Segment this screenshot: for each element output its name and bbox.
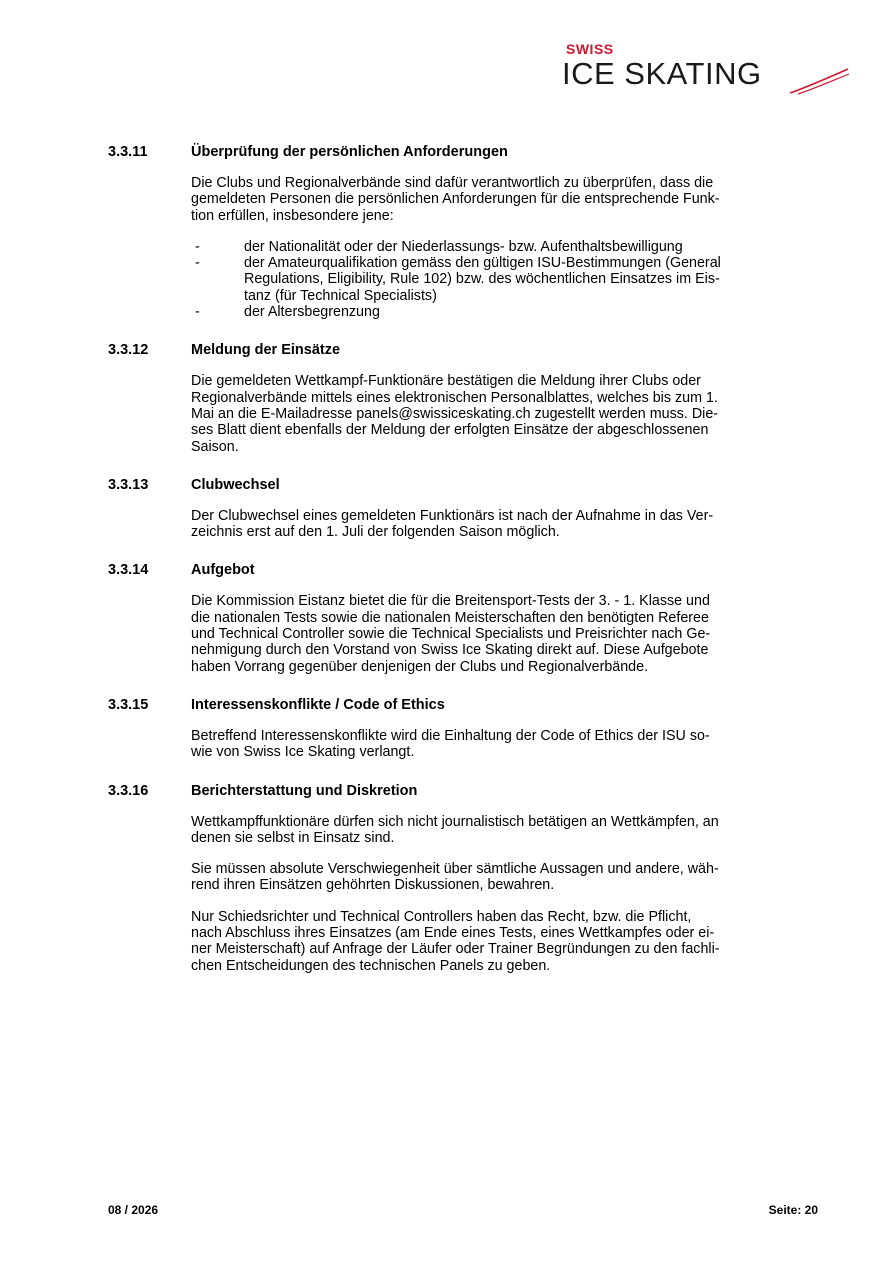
section-paragraph-line: Betreffend Interessenskonflikte wird die Einhaltung der Code of Ethics der ISU so-: [191, 727, 710, 744]
section: [108, 341, 808, 454]
section-paragraph-line: nach Abschluss ihres Einsatzes (am Ende eines Tests, eines Wettkampfes oder ei-: [191, 925, 715, 942]
list-dash: -: [195, 238, 200, 255]
logo-swiss-text: SWISS: [566, 41, 614, 57]
section: [108, 476, 808, 541]
list-item-text-line: Regulations, Eligibility, Rule 102) bzw. des wöchentlichen Einsatzes im Eis-: [244, 271, 720, 288]
section-paragraph-line: Der Clubwechsel eines gemeldeten Funktionärs ist nach der Aufnahme in das Ver-: [191, 507, 714, 524]
section-paragraph-line: Regionalverbände mittels eines elektronischen Personalblattes, welches bis zum 1.: [191, 389, 718, 406]
section: [108, 696, 808, 761]
list-item: [191, 304, 796, 320]
section-body: [191, 728, 796, 761]
section-paragraph-line: gemeldeten Personen die persönlichen Anforderungen für die entsprechende Funk-: [191, 191, 720, 208]
list-item-text: [244, 304, 796, 320]
list-item-text-line: der Amateurqualifikation gemäss den gültigen ISU-Bestimmungen (General: [244, 255, 721, 272]
section-paragraph-line: Nur Schiedsrichter und Technical Controllers haben das Recht, bzw. die Pflicht,: [191, 908, 692, 925]
section-paragraph: [191, 373, 796, 454]
section-paragraph-line: Mai an die E-Mailadresse panels@swissiceskating.ch zugestellt werden muss. Die-: [191, 405, 719, 422]
section-title: Berichterstattung und Diskretion: [191, 782, 418, 799]
section-paragraph-line: tion erfüllen, insbesondere jene:: [191, 207, 394, 224]
section-paragraph-line: chen Entscheidungen des technischen Panels zu geben.: [191, 957, 551, 974]
section-heading: [108, 143, 808, 161]
section-heading: [108, 341, 808, 359]
section-paragraph-line: und Technical Controller sowie die Technical Specialists und Preisrichter nach Ge-: [191, 626, 711, 643]
section-heading: [108, 561, 808, 579]
section: [108, 143, 808, 320]
section-title: Clubwechsel: [191, 476, 280, 493]
requirements-list: [191, 239, 796, 320]
section-paragraph-line: ses Blatt dient ebenfalls der Meldung der erfolgten Einsätze der abgeschlossenen: [191, 422, 709, 439]
section-number: 3.3.14: [108, 562, 149, 579]
section-body: [191, 814, 796, 974]
section-heading: [108, 476, 808, 494]
list-item: [191, 239, 796, 255]
list-item-text: [244, 239, 796, 255]
section-paragraph-line: Saison.: [191, 438, 239, 455]
document-body: [108, 143, 808, 995]
section-paragraph-line: rend ihren Einsätzen gehöhrten Diskussionen, bewahren.: [191, 877, 555, 894]
section-body: [191, 373, 796, 454]
footer-date: 08 / 2026: [108, 1203, 159, 1217]
section-title: Meldung der Einsätze: [191, 342, 341, 359]
section-paragraph-line: denen sie selbst in Einsatz sind.: [191, 829, 395, 846]
section-number: 3.3.16: [108, 782, 149, 799]
section: [108, 561, 808, 674]
list-item-text-line: tanz (für Technical Specialists): [244, 287, 437, 304]
list-item-text-line: der Nationalität oder der Niederlassungs- bzw. Aufenthaltsbewilligung: [244, 238, 683, 255]
section-paragraph: [191, 175, 796, 224]
section-number: 3.3.12: [108, 342, 149, 359]
section-paragraph-line: Die Kommission Eistanz bietet die für die Breitensport-Tests der 3. - 1. Klasse und: [191, 593, 710, 610]
logo-ice-skating-text: ICE SKATING: [562, 56, 762, 91]
skate-swoosh-icon: [788, 66, 850, 96]
section-paragraph-line: Die gemeldeten Wettkampf-Funktionäre bestätigen die Meldung ihrer Clubs oder: [191, 373, 701, 390]
section-body: [191, 175, 796, 320]
section-paragraph-line: nehmigung durch den Vorstand von Swiss Ice Skating direkt auf. Diese Aufgebote: [191, 642, 709, 659]
section-paragraph-line: zeichnis erst auf den 1. Juli der folgenden Saison möglich.: [191, 524, 560, 541]
list-item-text: [244, 255, 796, 304]
section-paragraph-line: Wettkampffunktionäre dürfen sich nicht journalistisch betätigen an Wettkämpfen, an: [191, 813, 719, 830]
section-body: [191, 508, 796, 541]
section-paragraph: [191, 814, 796, 847]
list-dash: -: [195, 304, 200, 321]
section-paragraph: [191, 909, 796, 974]
section-body: [191, 593, 796, 674]
list-dash: -: [195, 255, 200, 272]
section-number: 3.3.11: [108, 144, 148, 160]
section-paragraph: [191, 508, 796, 541]
section-title: Aufgebot: [191, 562, 255, 579]
section-paragraph-line: haben Vorrang gegenüber denjenigen der Clubs und Regionalverbände.: [191, 658, 649, 675]
section-title: Überprüfung der persönlichen Anforderungen: [191, 144, 508, 160]
section-title: Interessenskonflikte / Code of Ethics: [191, 696, 445, 713]
section-paragraph-line: ner Meisterschaft) auf Anfrage der Läufer oder Trainer Begründungen zu den fachli-: [191, 941, 720, 958]
section-number: 3.3.15: [108, 696, 149, 713]
section-paragraph-line: die nationalen Tests sowie die nationalen Meisterschaften den benötigten Referee: [191, 609, 709, 626]
section-heading: [108, 696, 808, 714]
section-paragraph: [191, 728, 796, 761]
section-paragraph-line: Sie müssen absolute Verschwiegenheit über sämtliche Aussagen und andere, wäh-: [191, 861, 719, 878]
section-paragraph-line: Die Clubs und Regionalverbände sind dafür verantwortlich zu überprüfen, dass die: [191, 175, 714, 191]
section-heading: [108, 782, 808, 800]
section: [108, 782, 808, 974]
swiss-ice-skating-logo: [560, 38, 860, 108]
section-paragraph: [191, 593, 796, 674]
footer-page-number: Seite: 20: [768, 1203, 818, 1217]
section-paragraph: [191, 861, 796, 894]
section-number: 3.3.13: [108, 476, 149, 493]
section-paragraph-line: wie von Swiss Ice Skating verlangt.: [191, 744, 415, 761]
list-item-text-line: der Altersbegrenzung: [244, 304, 380, 321]
list-item: [191, 255, 796, 304]
